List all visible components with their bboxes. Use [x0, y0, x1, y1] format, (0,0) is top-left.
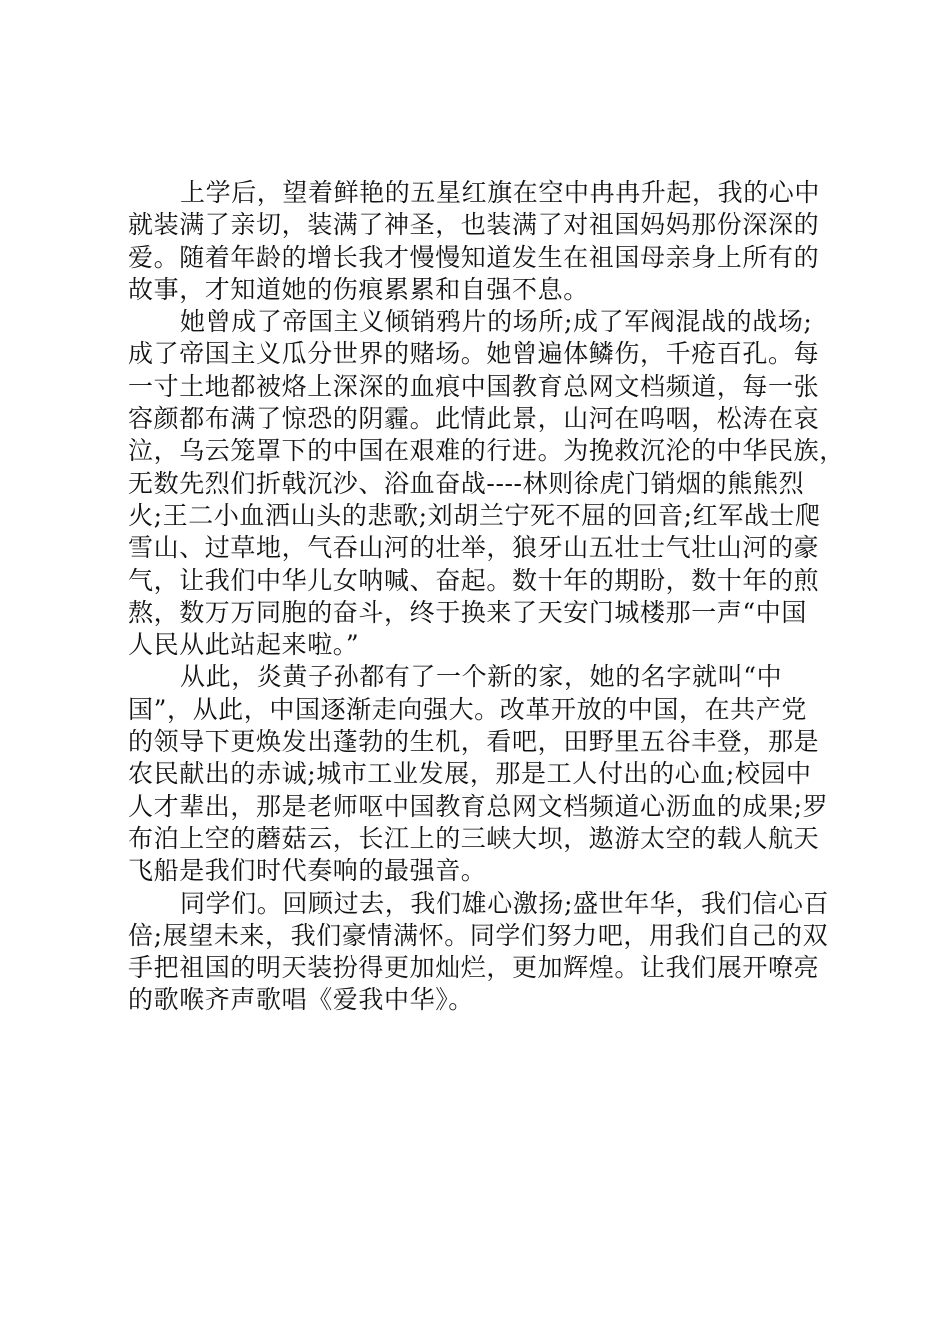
text-line: 的歌喉齐声歌唱《爱我中华》。	[128, 985, 474, 1015]
text-line: 从此，炎黄子孙都有了一个新的家，她的名字就叫“中	[180, 662, 783, 692]
paragraph-2	[128, 306, 845, 661]
text-line: 布泊上空的蘑菇云，长江上的三峡大坝，遨游太空的载人航天	[128, 823, 820, 853]
text-line: 爱。随着年龄的增长我才慢慢知道发生在祖国母亲身上所有的	[128, 242, 820, 272]
text-line: 成了帝国主义瓜分世界的赌场。她曾遍体鳞伤，千疮百孔。每	[128, 339, 820, 369]
paragraph-1	[128, 177, 828, 306]
text-line: 农民献出的赤诚;城市工业发展，那是工人付出的心血;校园中	[128, 759, 812, 789]
document-body	[128, 177, 845, 1017]
text-line: 人才辈出，那是老师呕中国教育总网文档频道心沥血的成果;罗	[128, 791, 829, 821]
text-line: 一寸土地都被烙上深深的血痕中国教育总网文档频道，每一张	[128, 371, 820, 401]
text-line: 手把祖国的明天装扮得更加灿烂，更加辉煌。让我们展开嘹亮	[128, 953, 820, 983]
text-line: 无数先烈们折戟沉沙、浴血奋战----林则徐虎门销烟的熊熊烈	[128, 468, 805, 498]
paragraph-4	[128, 888, 828, 1017]
text-line: 容颜都布满了惊恐的阴霾。此情此景，山河在呜咽，松涛在哀	[128, 404, 820, 434]
paragraph-3	[128, 661, 828, 887]
text-line: 飞船是我们时代奏响的最强音。	[128, 856, 487, 886]
text-line: 就装满了亲切，装满了神圣，也装满了对祖国妈妈那份深深的	[128, 210, 820, 240]
text-line: 熬，数万万同胞的奋斗，终于换来了天安门城楼那一声“中国	[128, 597, 807, 627]
text-line: 同学们。回顾过去，我们雄心激扬;盛世年华，我们信心百	[180, 888, 830, 918]
text-line: 泣，乌云笼罩下的中国在艰难的行进。为挽救沉沦的中华民族，	[128, 436, 845, 466]
text-line: 故事，才知道她的伤痕累累和自强不息。	[128, 274, 589, 304]
text-line: 上学后，望着鲜艳的五星红旗在空中冉冉升起，我的心中	[180, 178, 821, 207]
text-line: 的领导下更焕发出蓬勃的生机，看吧，田野里五谷丰登，那是	[128, 727, 820, 757]
text-line: 她曾成了帝国主义倾销鸦片的场所;成了军阀混战的战场;	[180, 307, 813, 337]
text-line: 气，让我们中华儿女呐喊、奋起。数十年的期盼，数十年的煎	[128, 565, 820, 595]
text-line: 雪山、过草地，气吞山河的壮举，狼牙山五壮士气壮山河的豪	[128, 533, 820, 563]
text-line: 人民从此站起来啦。”	[128, 630, 360, 660]
text-line: 火;王二小血洒山头的悲歌;刘胡兰宁死不屈的回音;红军战士爬	[128, 500, 821, 530]
text-line: 倍;展望未来，我们豪情满怀。同学们努力吧，用我们自己的双	[128, 920, 829, 950]
text-line: 国”，从此，中国逐渐走向强大。改革开放的中国，在共产党	[128, 694, 807, 724]
